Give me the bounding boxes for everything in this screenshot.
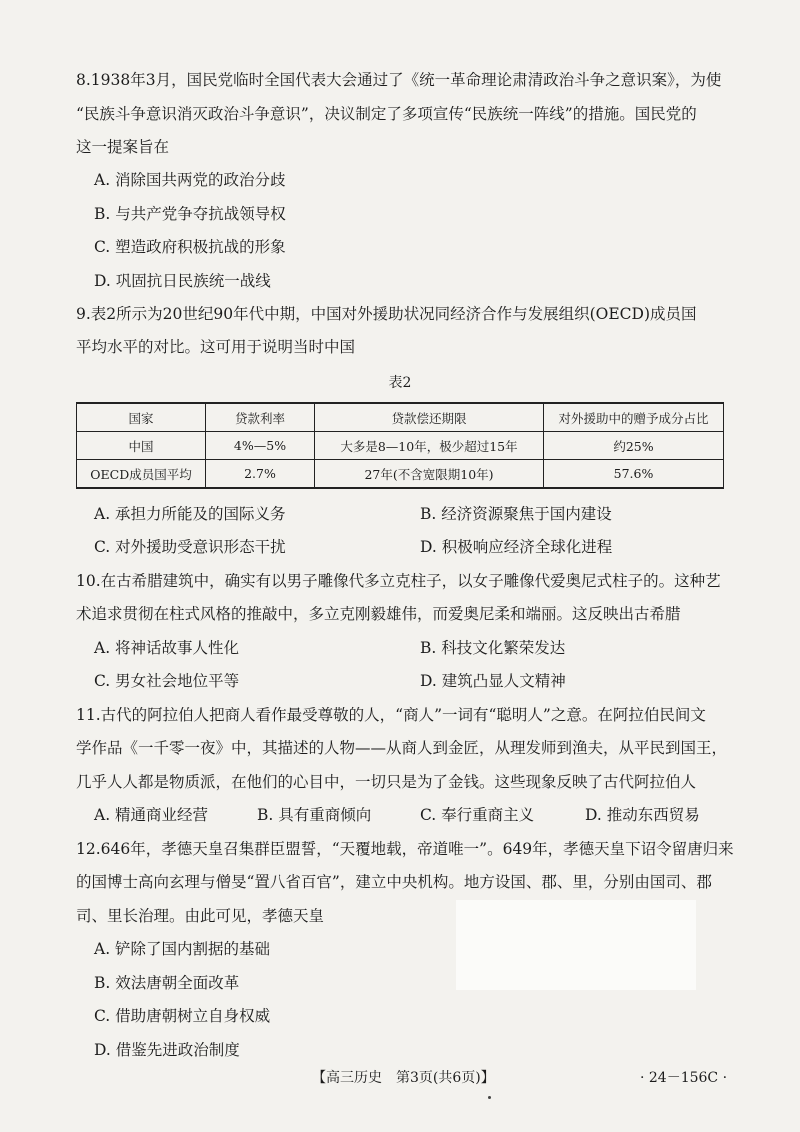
q12-stem-line-3: 司、里长治理。由此可见，孝德天皇: [76, 907, 325, 925]
table-cell: 4%—5%: [206, 432, 315, 460]
q10-stem-line-2: 术追求贯彻在柱式风格的推敲中，多立克刚毅雄伟，而爱奥尼柔和端丽。这反映出古希腊: [76, 605, 681, 623]
table-cell: 大多是8—10年，极少超过15年: [315, 432, 544, 460]
q8-stem-line-3: 这一提案旨在: [76, 138, 170, 156]
q11-option-a: A. 精通商业经营: [94, 806, 209, 824]
q12-option-d: D. 借鉴先进政治制度: [94, 1041, 240, 1059]
table-header-cell: 贷款利率: [206, 403, 315, 432]
exam-code: · 24－156C ·: [640, 1070, 728, 1086]
q11-stem-line-2: 学作品《一千零一夜》中，其描述的人物——从商人到金匠，从理发师到渔夫，从平民到国王，: [76, 739, 728, 757]
q10-option-d: D. 建筑凸显人文精神: [420, 672, 566, 690]
table-header-row: [77, 403, 724, 432]
q10-option-a: A. 将神话故事人性化: [94, 639, 240, 657]
q11-option-b: B. 具有重商倾向: [257, 806, 372, 824]
q8-stem-line-2: “民族斗争意识消灭政治斗争意识”，决议制定了多项宣传“民族统一阵线”的措施。国民党的: [76, 105, 697, 123]
q9-stem-line-1: 9.表2所示为20世纪90年代中期，中国对外援助状况同经济合作与发展组织(OECD)成员国: [76, 305, 697, 323]
q8-stem-line-1: 8.1938年3月，国民党临时全国代表大会通过了《统一革命理论肃清政治斗争之意识案》，为使: [76, 71, 722, 89]
q11-stem-line-1: 11.古代的阿拉伯人把商人看作最受尊敬的人，“商人”一词有“聪明人”之意。在阿拉伯民间文: [76, 706, 706, 724]
q12-stem-line-2: 的国博士高向玄理与僧旻“置八省百官”，建立中央机构。地方设国、郡、里，分别由国司、郡: [76, 873, 712, 891]
table-cell: 2.7%: [206, 460, 315, 489]
q12-option-a: A. 铲除了国内割据的基础: [94, 940, 271, 958]
q8-option-a: A. 消除国共两党的政治分歧: [94, 171, 286, 189]
q11-stem-line-3: 几乎人人都是物质派，在他们的心目中，一切只是为了金钱。这些现象反映了古代阿拉伯人: [76, 773, 697, 791]
table-row: [77, 432, 724, 460]
comparison-table: [76, 402, 724, 489]
q9-option-a: A. 承担力所能及的国际义务: [94, 505, 286, 523]
table-header-cell: 国家: [77, 403, 206, 432]
q12-option-b: B. 效法唐朝全面改革: [94, 974, 240, 992]
table-cell: OECD成员国平均: [77, 460, 206, 489]
q9-option-b: B. 经济资源聚焦于国内建设: [420, 505, 612, 523]
scan-dot: [488, 1096, 491, 1099]
q12-stem-line-1: 12.646年，孝德天皇召集群臣盟誓，“天覆地载，帝道唯一”。649年，孝德天皇下诏令留唐归来: [76, 840, 734, 858]
q11-option-d: D. 推动东西贸易: [585, 806, 700, 824]
q10-stem-line-1: 10.在古希腊建筑中，确实有以男子雕像代多立克柱子，以女子雕像代爱奥尼式柱子的。这种艺: [76, 572, 721, 590]
q9-option-c: C. 对外援助受意识形态干扰: [94, 538, 286, 556]
q10-option-b: B. 科技文化繁荣发达: [420, 639, 566, 657]
q9-option-d: D. 积极响应经济全球化进程: [420, 538, 613, 556]
table-cell: 约25%: [544, 432, 724, 460]
table-row: [77, 460, 724, 489]
table-cell: 中国: [77, 432, 206, 460]
table-header-cell: 贷款偿还期限: [315, 403, 544, 432]
q10-option-c: C. 男女社会地位平等: [94, 672, 240, 690]
table-header-cell: 对外援助中的赠予成分占比: [544, 403, 724, 432]
page-footer: 【高三历史 第3页(共6页)】: [312, 1070, 495, 1086]
q8-option-b: B. 与共产党争夺抗战领导权: [94, 205, 286, 223]
q9-stem-line-2: 平均水平的对比。这可用于说明当时中国: [76, 338, 356, 356]
table-cell: 57.6%: [544, 460, 724, 489]
q8-option-d: D. 巩固抗日民族统一战线: [94, 272, 271, 290]
q8-option-c: C. 塑造政府积极抗战的形象: [94, 238, 286, 256]
table-caption: 表2: [388, 375, 412, 391]
q11-option-c: C. 奉行重商主义: [420, 806, 535, 824]
q12-option-c: C. 借助唐朝树立自身权威: [94, 1007, 271, 1025]
blank-patch: [456, 900, 696, 990]
table-cell: 27年(不含宽限期10年): [315, 460, 544, 489]
